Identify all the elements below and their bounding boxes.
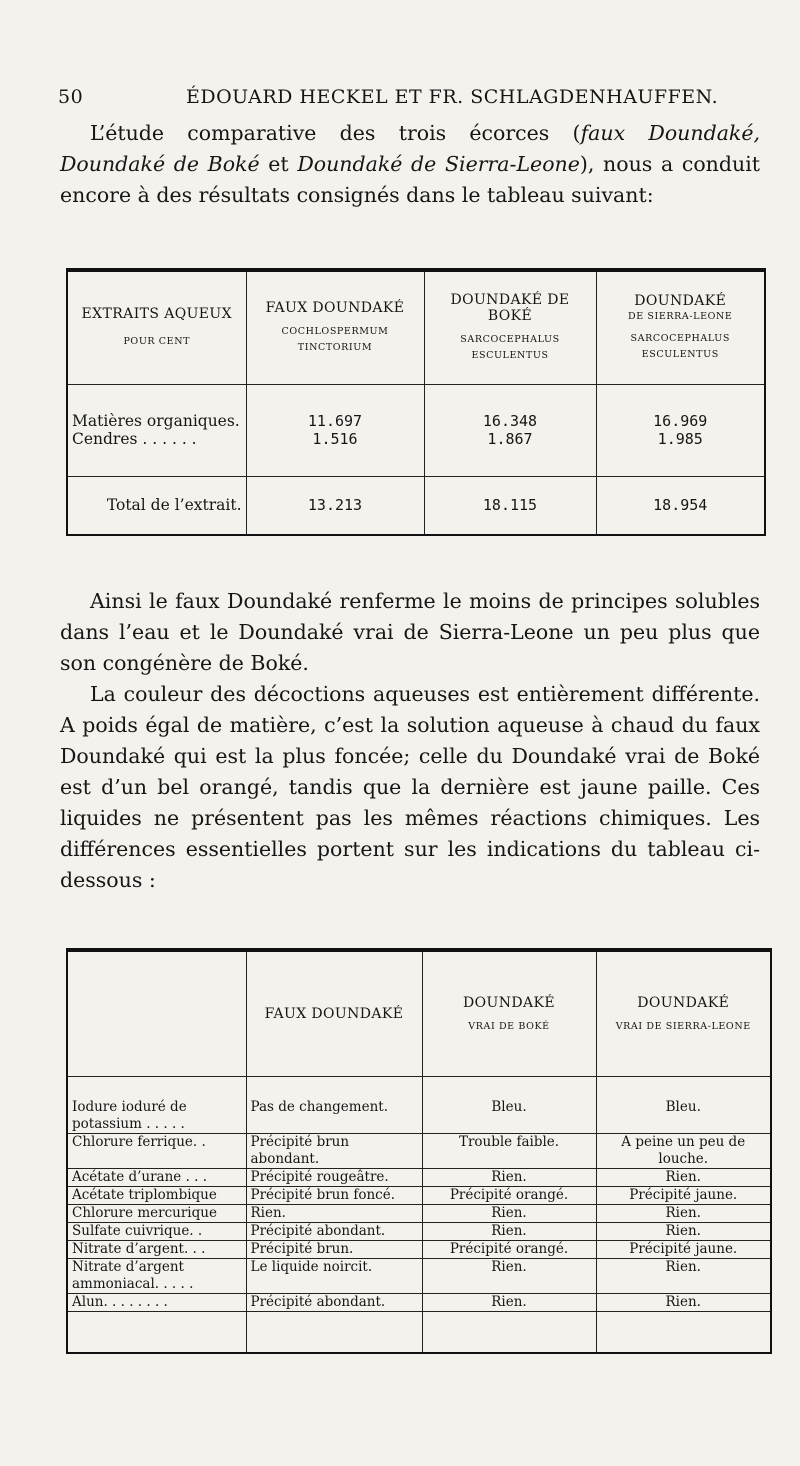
reactions-table	[66, 948, 772, 1354]
cell-boke: Bleu.	[422, 1076, 596, 1133]
cell-faux: Rien.	[246, 1204, 422, 1222]
cell-sierra: Rien.	[596, 1168, 770, 1186]
cell-boke: Rien.	[422, 1293, 596, 1311]
cell-faux: Précipité brun.	[246, 1240, 422, 1258]
cell-reagent: Acétate triplombique	[68, 1186, 246, 1204]
total-label: Total de l’extrait.	[68, 476, 246, 534]
cell-faux: Le liquide noircit.	[246, 1258, 422, 1293]
table-row	[68, 1133, 770, 1168]
cell-sierra: Rien.	[596, 1222, 770, 1240]
cell-sierra: Rien.	[596, 1258, 770, 1293]
total-faux: 13.213	[246, 476, 424, 534]
cell-reagent: Nitrate d’argent. . .	[68, 1240, 246, 1258]
cell-reagent: Chlorure ferrique. .	[68, 1133, 246, 1168]
cell-sierra: Rien.	[596, 1204, 770, 1222]
table-row	[68, 1168, 770, 1186]
table-row	[68, 1222, 770, 1240]
row-labels	[68, 384, 246, 476]
col-header-faux-doundake: FAUX DOUNDAKÉ COCHLOSPERMUM TINCTORIUM	[246, 272, 424, 384]
cell-boke: Rien.	[422, 1204, 596, 1222]
cell-reagent: Nitrate d’argent ammoniacal. . . . .	[68, 1258, 246, 1293]
cell-sierra: Précipité jaune.	[596, 1240, 770, 1258]
cell-sierra: Précipité jaune.	[596, 1186, 770, 1204]
cell-reagent: Sulfate cuivrique. .	[68, 1222, 246, 1240]
row-label-ash: Cendres . . . . . .	[72, 430, 197, 448]
col-header-vrai-boke: DOUNDAKÉ VRAI DE BOKÉ	[422, 952, 596, 1076]
paragraph-colour: La couleur des décoctions aqueuses est entièrement différente. A poids égal de matière, c’est la solution aqueuse à chaud du faux Doundaké qui est la plus foncée; celle du Doundaké vrai de Boké est d’un bel orangé, tandis que la dernière est jaune paille. Ces liquides ne présentent pas les mêmes réactions chimiques. Les différences essentielles portent sur les indications du tableau ci-dessous :	[60, 682, 760, 892]
col-header-doundake-sierra-leone: DOUNDAKÉ DE SIERRA-LEONE SARCOCEPHALUS ESCULENTUS	[596, 272, 764, 384]
cell-faux: Précipité brun foncé.	[246, 1186, 422, 1204]
table-row	[68, 1293, 770, 1311]
discussion-paragraphs	[60, 586, 760, 896]
total-sierra: 18.954	[596, 476, 764, 534]
cell-boke: Précipité orangé.	[422, 1240, 596, 1258]
paragraph-solubility: Ainsi le faux Doundaké renferme le moins de principes solubles dans l’eau et le Doundaké vrai de Sierra-Leone un peu plus que son congénère de Boké.	[60, 589, 760, 675]
col-header-reagent	[68, 952, 246, 1076]
cell-boke: Rien.	[422, 1168, 596, 1186]
table-row	[68, 1240, 770, 1258]
cell-faux: Précipité brun abondant.	[246, 1133, 422, 1168]
running-title: ÉDOUARD HECKEL ET FR. SCHLAGDENHAUFFEN.	[186, 86, 719, 108]
cell-sierra: Bleu.	[596, 1076, 770, 1133]
cell-faux: Précipité abondant.	[246, 1222, 422, 1240]
col-header-vrai-sierra: DOUNDAKÉ VRAI DE SIERRA-LEONE	[596, 952, 770, 1076]
cell-faux: Précipité abondant.	[246, 1293, 422, 1311]
cell-faux-ash: 1.516	[312, 430, 358, 448]
cell-boke-organic: 16.348	[482, 412, 538, 430]
cell-reagent: Chlorure mercurique	[68, 1204, 246, 1222]
table-row	[68, 1204, 770, 1222]
page-number: 50	[58, 86, 84, 108]
cell-reagent: Acétate d’urane . . .	[68, 1168, 246, 1186]
col-header-extracts: EXTRAITS AQUEUX POUR CENT	[81, 305, 232, 347]
cell-boke: Trouble faible.	[422, 1133, 596, 1168]
aqueous-extracts-table	[66, 268, 766, 536]
row-label-organic: Matières organiques.	[72, 412, 240, 430]
cell-reagent: Alun. . . . . . . .	[68, 1293, 246, 1311]
cell-boke: Précipité orangé.	[422, 1186, 596, 1204]
col-header-faux: FAUX DOUNDAKÉ	[246, 952, 422, 1076]
cell-sierra: Rien.	[596, 1293, 770, 1311]
cell-boke: Rien.	[422, 1222, 596, 1240]
table-row	[68, 1258, 770, 1293]
cell-boke-ash: 1.867	[487, 430, 533, 448]
cell-sierra-organic: 16.969	[653, 412, 708, 430]
cell-faux: Précipité rougeâtre.	[246, 1168, 422, 1186]
cell-faux-organic: 11.697	[307, 412, 363, 430]
total-boke: 18.115	[424, 476, 596, 534]
cell-sierra: A peine un peu de louche.	[596, 1133, 770, 1168]
cell-sierra-ash: 1.985	[657, 430, 703, 448]
cell-faux: Pas de changement.	[246, 1076, 422, 1133]
col-header-doundake-boke: DOUNDAKÉ DE BOKÉ SARCOCEPHALUS ESCULENTUS	[424, 272, 596, 384]
table-row	[68, 1186, 770, 1204]
table-row	[68, 1076, 770, 1133]
intro-paragraph: L’étude comparative des trois écorces (faux Doundaké, Doundaké de Boké et Doundaké de Sierra-Leone), nous a conduit encore à des résultats consignés dans le tableau suivant:	[60, 121, 760, 207]
table-filler	[68, 1311, 770, 1352]
cell-boke: Rien.	[422, 1258, 596, 1293]
cell-reagent: Iodure ioduré de potassium . . . . .	[68, 1076, 246, 1133]
